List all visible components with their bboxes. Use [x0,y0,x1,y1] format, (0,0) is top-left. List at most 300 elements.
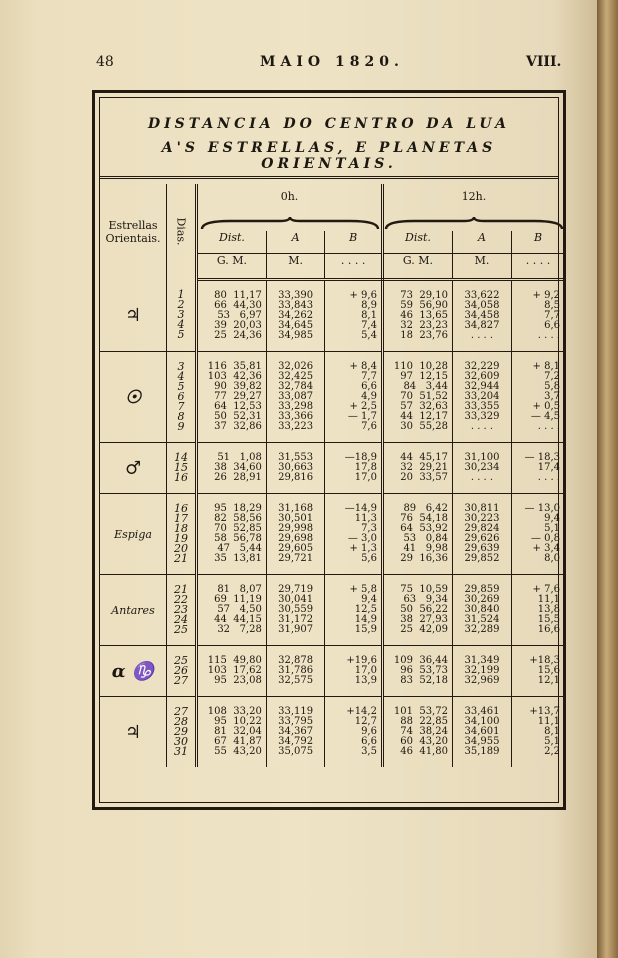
cell-lines [512,504,560,564]
col-b0 [325,352,383,443]
col-d12 [382,352,452,443]
cell-lines [453,656,511,686]
cell-lines [512,453,560,483]
cell-lines [453,291,511,341]
cell-value: — 13,0 [524,503,560,514]
cell-value: 26 [174,664,189,677]
cell-value: 30,663 [278,462,314,473]
cell-lines [198,291,262,341]
cell-value: 95 10,22 [214,716,262,727]
cell-value: 57 4,50 [217,604,262,615]
cell-value: 33,795 [278,716,314,727]
cell-value: 24 [174,613,189,626]
cell-value: 26 28,91 [214,472,262,483]
cell-value: 6,6 [544,320,560,331]
cell-value: + 1,3 [349,543,377,554]
section-number: VIII. [526,54,562,70]
cell-value: 7,3 [361,523,377,534]
cell-value: 96 53,73 [400,665,448,676]
cell-value: 34,792 [278,736,314,747]
cell-value: 32 7,28 [217,624,262,635]
cell-value: 32 29,21 [400,462,448,473]
cell-value: 29 16,36 [400,553,448,564]
col-a12 [452,697,511,768]
cell-value: 50 56,22 [400,604,448,615]
cell-lines [167,585,195,635]
unit-dots-12: . . . . [512,254,565,280]
cell-lines [198,362,262,432]
cell-value: 55 43,20 [214,746,262,757]
table-row [100,280,564,352]
cell-value: 29,824 [464,523,500,534]
cell-value: 57 32,63 [400,401,448,412]
cell-value: 3,7 [544,391,560,402]
cell-lines [384,707,448,757]
col-d12 [382,697,452,768]
cell-value: 29,816 [278,472,314,483]
cell-value: 33,204 [464,391,500,402]
cell-value: 63 9,34 [403,594,448,605]
cell-value: 33,390 [278,290,314,301]
cell-value: 8,1 [544,726,560,737]
cell-value: 5,8 [544,381,560,392]
cell-lines [267,585,325,635]
cell-value: 88 22,85 [400,716,448,727]
cell-value: 29,605 [278,543,314,554]
cell-value: + 8,4 [349,361,377,372]
cell-lines [198,453,262,483]
cell-value: 76 54,18 [400,513,448,524]
col-a0 [266,443,325,494]
brace-icon [200,217,380,231]
cell-lines [267,453,325,483]
cell-value: 7,2 [544,371,560,382]
cell-value: +14,2 [346,706,377,717]
cell-value: 6 [177,390,185,403]
cell-value: 32,944 [464,381,500,392]
cell-value: 31,168 [278,503,314,514]
cell-value: 67 41,87 [214,736,262,747]
cell-value: 110 10,28 [393,361,448,372]
cell-lines [167,362,195,432]
col-a0 [266,352,325,443]
cell-value: 22 [174,593,189,606]
cell-value: + 7,6 [532,584,560,595]
cell-value: 34,955 [464,736,500,747]
cell-value: 12,5 [354,604,377,615]
page-title: MAIO 1820. [260,54,404,70]
cell-value: 8 [177,410,185,423]
col-a12 [452,646,511,697]
cell-value: 14,9 [354,614,377,625]
cell-value: 16 [174,471,189,484]
table-row [100,443,564,494]
cell-value: 6,6 [361,381,377,392]
cell-value: + 5,8 [349,584,377,595]
brace-icon [384,217,564,231]
cell-value: 33,223 [278,421,314,432]
cell-value: 32,229 [464,361,500,372]
cell-value: 101 53,72 [393,706,448,717]
cell-value: —18,9 [344,452,377,463]
col-days [167,280,197,352]
cell-value: 95 23,08 [214,675,262,686]
cell-value: 21 [174,583,189,596]
cell-lines [453,707,511,757]
cell-value: 32 23,23 [400,320,448,331]
cell-value: 37 32,86 [214,421,262,432]
cell-lines [325,707,377,757]
cell-value: 15,6 [537,665,560,676]
cell-value: 90 39,82 [214,381,262,392]
cell-value: 3 [177,360,185,373]
cell-value: 6,6 [361,736,377,747]
a0-header: A [266,231,325,254]
time0-label: 0h. [280,190,299,203]
cell-value: — 3,0 [347,533,377,544]
cell-value: 39 20,03 [214,320,262,331]
page-number: 48 [96,54,114,70]
col-d12 [382,646,452,697]
cell-value: 32,199 [464,665,500,676]
cell-value: 30,041 [278,594,314,605]
cell-value: 31,524 [464,614,500,625]
cell-value: 33,298 [278,401,314,412]
col-b0 [325,494,383,575]
cell-lines [267,504,325,564]
cell-lines [453,453,511,483]
table-row [100,494,564,575]
col-a0 [266,280,325,352]
cell-value: 32,575 [278,675,314,686]
cell-value: + 3,4 [532,543,560,554]
cell-value: 34,367 [278,726,314,737]
cell-value: 21 [174,552,189,565]
cell-lines [384,585,448,635]
cell-lines [384,504,448,564]
cell-value: 95 18,29 [214,503,262,514]
table-row [100,646,564,697]
cell-value: 11,1 [537,716,560,727]
cell-value: 32,969 [464,675,500,686]
cell-value: 9,4 [544,513,560,524]
cell-value: 50 52,31 [214,411,262,422]
cell-lines [325,453,377,483]
cell-value: 44 44,15 [214,614,262,625]
cell-value: + 9,2 [532,290,560,301]
book-spine [597,0,618,958]
cell-value: 33,461 [464,706,500,717]
cell-value: +18,3 [529,655,560,666]
cell-value: 29,852 [464,553,500,564]
cell-value: 115 49,80 [207,655,262,666]
cell-value: 12,1 [537,675,560,686]
cell-value: 30 [174,735,189,748]
cell-value: 8,1 [361,310,377,321]
col-d12 [382,443,452,494]
cell-value: 32,289 [464,624,500,635]
cell-value: 27 [174,705,189,718]
cell-value: 53 0,84 [403,533,448,544]
cell-lines [512,585,560,635]
cell-lines [512,291,560,341]
cell-lines [267,707,325,757]
star-name: ♃ [100,697,167,768]
cell-value: 16,6 [537,624,560,635]
col-d12 [382,494,452,575]
table-body [100,280,564,768]
cell-value: 7,7 [544,310,560,321]
cell-value: 33,087 [278,391,314,402]
cell-value: 25 42,09 [400,624,448,635]
cell-value: 34,601 [464,726,500,737]
cell-value: 5 [177,328,185,342]
col-a12 [452,280,511,352]
cell-lines [453,504,511,564]
cell-value: + 0,5 [532,401,560,412]
cell-lines [167,656,195,686]
col-d12 [382,575,452,646]
cell-lines [512,362,560,432]
col-days [167,575,197,646]
cell-value: 9,6 [361,726,377,737]
cell-value: 29,698 [278,533,314,544]
cell-value: 17,0 [354,665,377,676]
cell-value: 5 [177,380,185,393]
cell-value: 64 12,53 [214,401,262,412]
cell-value: 7,4 [361,320,377,331]
cell-value: +19,6 [346,655,377,666]
cell-value: 116 35,81 [207,361,262,372]
cell-lines [267,362,325,432]
table-row [100,575,564,646]
cell-value: 89 6,42 [403,503,448,514]
cell-value: 58 56,78 [214,533,262,544]
cell-value: 3,5 [361,746,377,757]
cell-value: 38 34,60 [214,462,262,473]
cell-value: 30,559 [278,604,314,615]
cell-value: 4 [177,370,185,383]
b12-header: B [512,231,565,254]
cell-value: 2 [177,298,185,312]
cell-value: 69 11,19 [214,594,262,605]
a12-header: A [452,231,511,254]
cell-lines [384,453,448,483]
col-d0 [197,575,267,646]
cell-value: 15 [174,461,189,474]
cell-value: 35,189 [464,746,500,757]
cell-value: 34,058 [464,300,500,311]
cell-value: 30 55,28 [400,421,448,432]
cell-value: 13,8 [537,604,560,615]
cell-value: 34,262 [278,310,314,321]
table-title-line1: DISTANCIA DO CENTRO DA LUA [147,116,511,132]
cell-lines [325,585,377,635]
cell-value: —14,9 [344,503,377,514]
cell-value: . . . . [470,421,494,432]
cell-value: 103 42,36 [207,371,262,382]
cell-value: 35 13,81 [214,553,262,564]
cell-value: 70 51,52 [400,391,448,402]
cell-value: 25 24,36 [214,330,262,341]
col-a12 [452,352,511,443]
cell-value: 34,827 [464,320,500,331]
cell-value: — 4,5 [530,411,560,422]
cell-lines [453,585,511,635]
time0-header [197,184,383,231]
col-b0 [325,575,383,646]
cell-value: 11,1 [537,594,560,605]
star-name: α ♑ [100,646,167,697]
cell-value: 18 23,76 [400,330,448,341]
col-days [167,697,197,768]
cell-value: 28 [174,715,189,728]
col-d0 [197,646,267,697]
cell-value: + 2,5 [349,401,377,412]
cell-value: 35,075 [278,746,314,757]
col-b0 [325,280,383,352]
cell-value: 20 [174,542,189,555]
cell-value: 59 56,90 [400,300,448,311]
col-b0 [325,646,383,697]
cell-value: 15,9 [354,624,377,635]
cell-value: 9,4 [361,594,377,605]
star-name: ☉ [100,352,167,443]
cell-lines [167,504,195,564]
cell-lines [325,362,377,432]
cell-value: 31,907 [278,624,314,635]
col-d0 [197,352,267,443]
col-days [167,646,197,697]
cell-value: 31,172 [278,614,314,625]
col-b12 [512,280,565,352]
cell-value: 84 3,44 [403,381,448,392]
cell-value: 2,2 [544,746,560,757]
cell-lines [325,504,377,564]
cell-value: 29,626 [464,533,500,544]
cell-value: 34,645 [278,320,314,331]
time12-header [382,184,564,231]
cell-lines [384,656,448,686]
cell-value: 30,223 [464,513,500,524]
cell-value: 29,859 [464,584,500,595]
cell-value: 38 27,93 [400,614,448,625]
cell-value: — 18,3 [524,452,560,463]
col-b12 [512,352,565,443]
col-a0 [266,494,325,575]
cell-value: 32,609 [464,371,500,382]
cell-value: 25 [174,654,189,667]
cell-value: 32,026 [278,361,314,372]
cell-value: 3 [177,308,185,322]
cell-value: 17,8 [354,462,377,473]
cell-lines [198,707,262,757]
unit-m-0: M. [266,254,325,280]
cell-value: 30,840 [464,604,500,615]
cell-value: 75 10,59 [400,584,448,595]
cell-lines [167,290,195,340]
cell-value: 33,329 [464,411,500,422]
cell-value: 66 44,30 [214,300,262,311]
cell-value: 34,458 [464,310,500,321]
cell-lines [453,362,511,432]
cell-value: 41 9,98 [403,543,448,554]
cell-value: 33,366 [278,411,314,422]
unit-dots-0: . . . . [325,254,383,280]
cell-value: 4,9 [361,391,377,402]
table-row [100,352,564,443]
title-divider [100,176,558,179]
lunar-distance-table [100,184,564,767]
col-d0 [197,494,267,575]
col-days [167,494,197,575]
cell-lines [198,585,262,635]
cell-value: 44 45,17 [400,452,448,463]
cell-value: 29 [174,725,189,738]
cell-value: 80 11,17 [214,290,262,301]
days-column-header [167,184,197,280]
cell-value: 11,3 [354,513,377,524]
cell-value: 31,100 [464,452,500,463]
col-b12 [512,494,565,575]
cell-value: 31,553 [278,452,314,463]
cell-value: 15,5 [537,614,560,625]
cell-value: 16 [174,502,189,515]
col-a0 [266,646,325,697]
col-b12 [512,575,565,646]
col-b0 [325,443,383,494]
col-a12 [452,575,511,646]
cell-value: 97 12,15 [400,371,448,382]
cell-value: — 1,7 [347,411,377,422]
unit-gm-12: G. M. [382,254,452,280]
unit-gm-0: G. M. [197,254,267,280]
cell-lines [384,362,448,432]
cell-value: 60 43,20 [400,736,448,747]
cell-value: 81 32,04 [214,726,262,737]
cell-value: 30,501 [278,513,314,524]
col-days [167,443,197,494]
cell-lines [167,453,195,483]
star-name: Espiga [100,494,167,575]
cell-value: 32,784 [278,381,314,392]
cell-value: 73 29,10 [400,290,448,301]
cell-value: 33,119 [278,706,314,717]
cell-value: 19 [174,532,189,545]
cell-value: 17,4 [537,462,560,473]
unit-m-12: M. [452,254,511,280]
cell-lines [267,291,325,341]
cell-value: 29,721 [278,553,314,564]
col-b12 [512,443,565,494]
cell-value: 31 [174,745,189,758]
cell-value: . . . . [470,330,494,341]
col-b12 [512,646,565,697]
cell-value: 64 53,92 [400,523,448,534]
dist12-header: Dist. [382,231,452,254]
cell-value: 5,4 [361,330,377,341]
cell-value: 32,425 [278,371,314,382]
cell-value: 74 38,24 [400,726,448,737]
cell-value: 34,100 [464,716,500,727]
cell-value: 5,1 [544,736,560,747]
table-frame [92,90,566,810]
cell-value: 81 8,07 [217,584,262,595]
cell-value: 103 17,62 [207,665,262,676]
cell-value: 23 [174,603,189,616]
cell-value: + 8,1 [532,361,560,372]
cell-lines [167,707,195,757]
